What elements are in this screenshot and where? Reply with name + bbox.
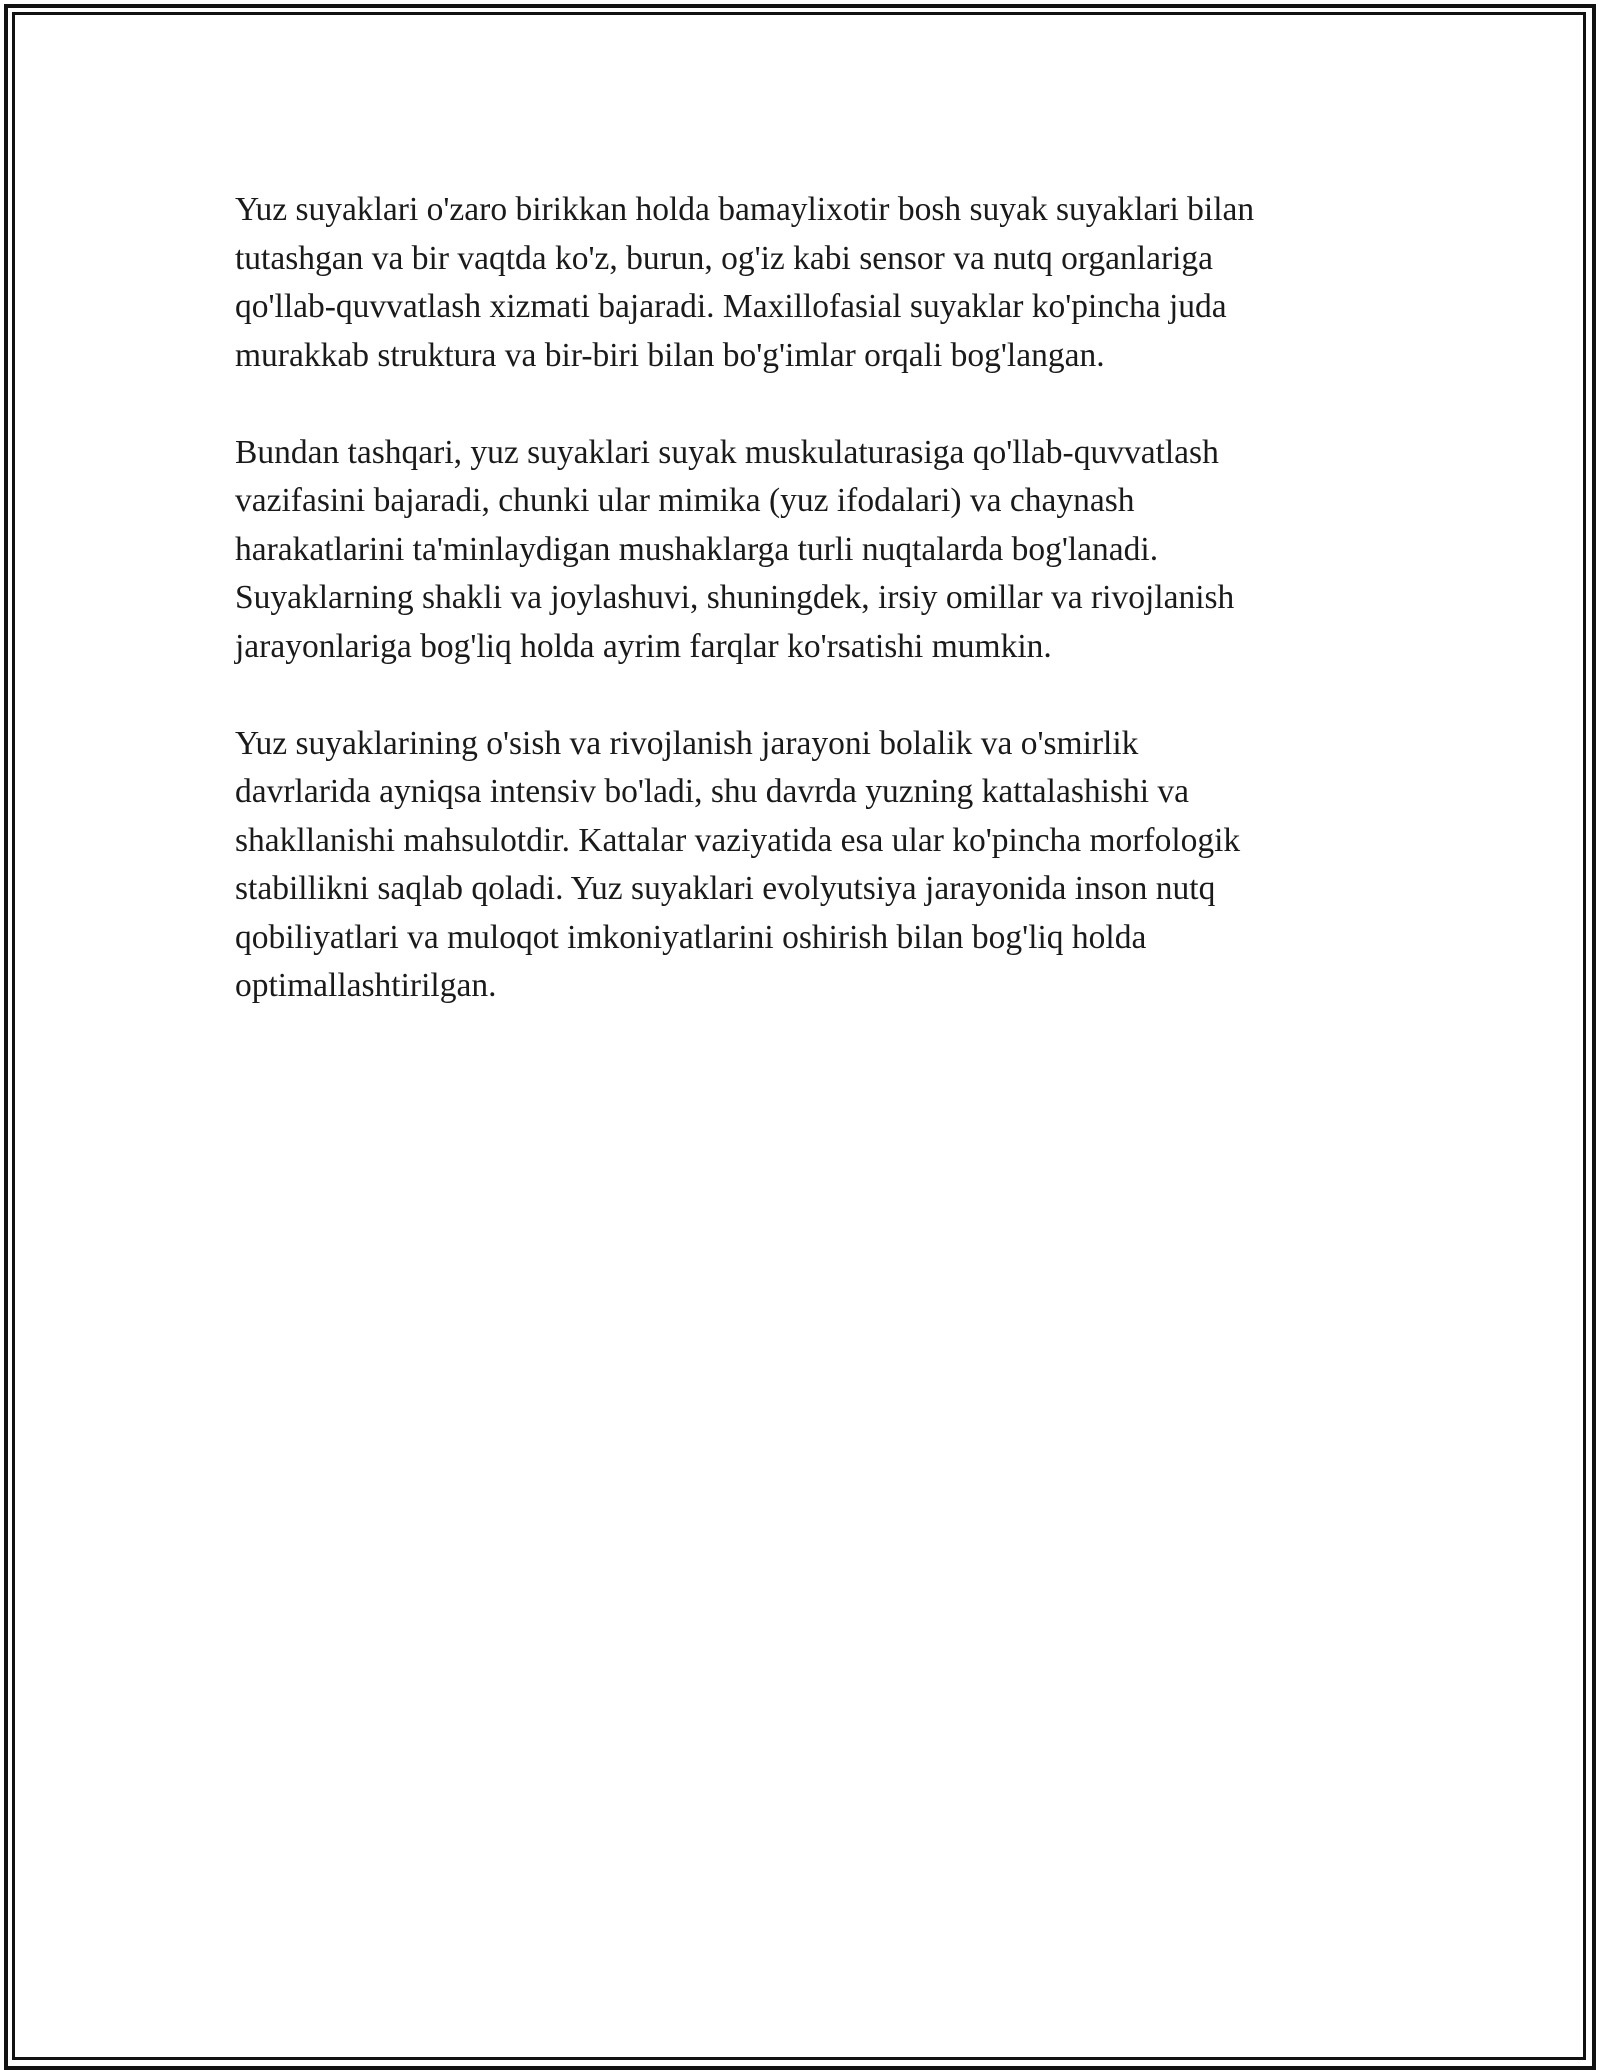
- paragraph-line: harakatlarini ta'minlaydigan mushaklarga turli nuqtalarda bog'lanadi.: [235, 530, 1159, 568]
- paragraph-line: optimallashtirilgan.: [235, 967, 497, 1004]
- paragraph-1: [235, 186, 1395, 380]
- paragraph-line: qobiliyatlari va muloqot imkoniyatlarini oshirish bilan bog'liq holda: [235, 918, 1147, 956]
- paragraph-line: Yuz suyaklari o'zaro birikkan holda bamaylixotir bosh suyak suyaklari bilan: [235, 191, 1255, 228]
- document-body: [235, 186, 1395, 1059]
- paragraph-2: [235, 429, 1395, 672]
- paragraph-line: Suyaklarning shakli va joylashuvi, shuningdek, irsiy omillar va rivojlanish: [235, 579, 1235, 616]
- paragraph-line: qo'llab-quvvatlash xizmati bajaradi. Maxillofasial suyaklar ko'pincha juda: [235, 288, 1227, 325]
- paragraph-line: tutashgan va bir vaqtda ko'z, burun, og'iz kabi sensor va nutq organlariga: [235, 239, 1214, 277]
- paragraph-line: stabillikni saqlab qoladi. Yuz suyaklari evolyutsiya jarayonida inson nutq: [235, 870, 1216, 907]
- paragraph-line: davrlarida ayniqsa intensiv bo'ladi, shu davrda yuzning kattalashishi va: [235, 773, 1190, 810]
- paragraph-3: [235, 720, 1395, 1011]
- paragraph-line: murakkab struktura va bir-biri bilan bo'g'imlar orqali bog'langan.: [235, 336, 1105, 374]
- paragraph-line: Yuz suyaklarining o'sish va rivojlanish jarayoni bolalik va o'smirlik: [235, 724, 1139, 762]
- paragraph-line: Bundan tashqari, yuz suyaklari suyak muskulaturasiga qo'llab-quvvatlash: [235, 433, 1219, 471]
- paragraph-line: vazifasini bajaradi, chunki ular mimika (yuz ifodalari) va chaynash: [235, 482, 1135, 519]
- paragraph-line: shakllanishi mahsulotdir. Kattalar vaziyatida esa ular ko'pincha morfologik: [235, 821, 1241, 859]
- paragraph-line: jarayonlariga bog'liq holda ayrim farqlar ko'rsatishi mumkin.: [235, 627, 1052, 665]
